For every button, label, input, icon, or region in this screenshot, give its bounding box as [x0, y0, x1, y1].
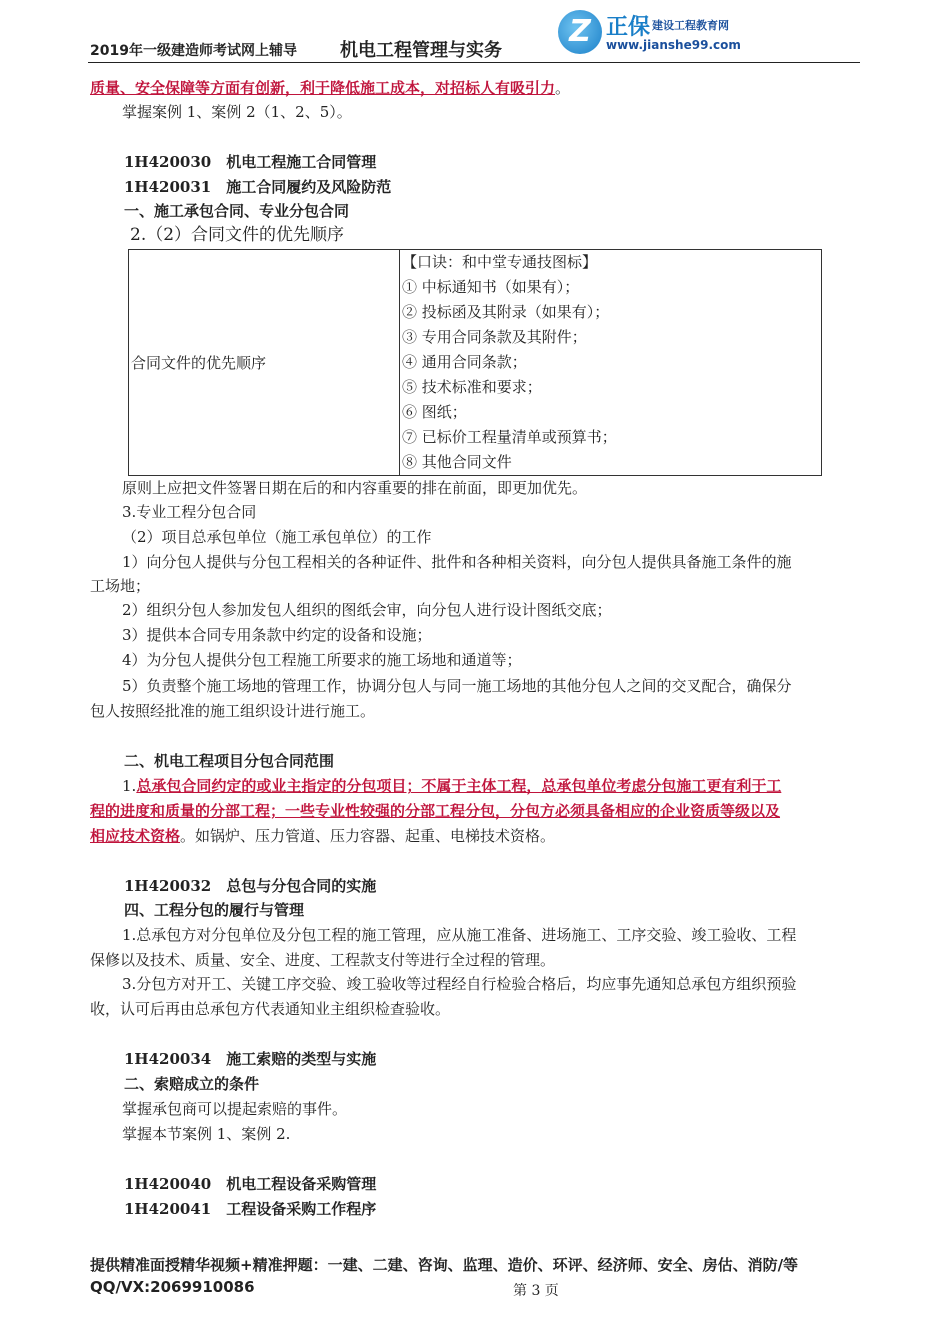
paragraph: [122, 774, 781, 798]
list-item: ⑦ 已标价工程量清单或预算书；: [402, 428, 617, 446]
table-list-cell: [400, 250, 822, 476]
paragraph: 原则上应把文件签署日期在后的和内容重要的排在前面，即更加优先。: [122, 479, 588, 497]
section-heading: 1H420034 施工索赔的类型与实施: [124, 1050, 377, 1068]
section-heading: 1H420041 工程设备采购工作程序: [124, 1200, 377, 1218]
paragraph: 掌握本节案例 1、案例 2.: [122, 1125, 291, 1143]
list-item: ③ 专用合同条款及其附件；: [402, 328, 587, 346]
logo-url: www.jianshe99.com: [606, 38, 741, 52]
highlight-text: 总承包合同约定的或业主指定的分包项目；不属于主体工程，总承包单位考虑分包施工更有利于工: [136, 777, 782, 795]
paragraph: 3.专业工程分包合同: [122, 503, 257, 521]
priority-table: [128, 249, 822, 476]
paragraph: 掌握案例 1、案例 2（1、2、5）。: [122, 103, 352, 121]
section-heading: 二、索赔成立的条件: [124, 1075, 260, 1093]
highlight-text: 质量、安全保障等方面有创新，利于降低施工成本，对招标人有吸引力: [90, 79, 556, 97]
paragraph: 1.总承包方对分包单位及分包工程的施工管理，应从施工准备、进场施工、工序交验、竣工验收、工程: [122, 926, 797, 944]
list-item: ⑧ 其他合同文件: [402, 453, 512, 471]
section-heading: 二、机电工程项目分包合同范围: [124, 752, 335, 770]
section-heading: 1H420032 总包与分包合同的实施: [124, 877, 377, 895]
highlight-text: 相应技术资格: [90, 827, 181, 845]
page-number: 第 3 页: [513, 1283, 559, 1299]
header-exam-title: 2019年一级建造师考试网上辅导: [90, 43, 297, 59]
paragraph: [90, 76, 570, 100]
list-item: ① 中标通知书（如果有）；: [402, 278, 580, 296]
list-item: ⑤ 技术标准和要求；: [402, 378, 542, 396]
logo-subtitle: 建设工程教育网: [652, 19, 729, 32]
section-heading: 1H420031 施工合同履约及风险防范: [124, 178, 392, 196]
paragraph: 工场地；: [90, 577, 151, 595]
footer-promo: 提供精准面授精华视频+精准押题：一建、二建、咨询、监理、造价、环评、经济师、安全、房估、消防/等: [90, 1256, 799, 1274]
footer-contact: QQ/VX:2069910086: [90, 1278, 255, 1296]
list-item: 【口诀：和中堂专通技图标】: [402, 253, 598, 271]
paragraph: [90, 824, 555, 848]
text: 。: [555, 79, 571, 97]
list-item: ② 投标函及其附录（如果有）；: [402, 303, 610, 321]
paragraph: 保修以及技术、质量、安全、进度、工程款支付等进行全过程的管理。: [90, 951, 556, 969]
paragraph: 5）负责整个施工场地的管理工作，协调分包人与同一施工场地的其他分包人之间的交叉配合，确保分: [122, 677, 792, 695]
header-subject-title: 机电工程管理与实务: [340, 40, 502, 61]
sub-heading: 2.（2）合同文件的优先顺序: [130, 225, 345, 245]
logo-name: 正保: [606, 15, 651, 40]
list-item: ⑥ 图纸；: [402, 403, 467, 421]
logo-letter: Z: [569, 14, 591, 49]
paragraph: 4）为分包人提供分包工程施工所要求的施工场地和通道等；: [122, 651, 522, 669]
section-heading: 1H420040 机电工程设备采购管理: [124, 1175, 377, 1193]
section-heading: 四、工程分包的履行与管理: [124, 901, 305, 919]
header-divider: [88, 62, 860, 63]
highlight-text: 程的进度和质量的分部工程；一些专业性较强的分部工程分包，分包方必须具备相应的企业资质等级以及: [90, 802, 781, 820]
paragraph: 3）提供本合同专用条款中约定的设备和设施；: [122, 626, 432, 644]
paragraph: 收，认可后再由总承包方代表通知业主组织检查验收。: [90, 1000, 451, 1018]
paragraph: 3.分包方对开工、关键工序交验、竣工验收等过程经自行检验合格后，均应事先通知总承包方组织预验: [122, 975, 797, 993]
section-heading: 1H420030 机电工程施工合同管理: [124, 153, 377, 171]
paragraph: 1）向分包人提供与分包工程相关的各种证件、批件和各种相关资料，向分包人提供具备施工条件的施: [122, 553, 792, 571]
paragraph: [90, 799, 780, 823]
text: 1.: [122, 777, 137, 795]
paragraph: 2）组织分包人参加发包人组织的图纸会审，向分包人进行设计图纸交底；: [122, 601, 612, 619]
section-heading: 一、施工承包合同、专业分包合同: [124, 202, 350, 220]
table-label-cell: 合同文件的优先顺序: [129, 250, 400, 476]
list-item: ④ 通用合同条款；: [402, 353, 527, 371]
paragraph: 掌握承包商可以提起索赔的事件。: [122, 1100, 348, 1118]
text: 。如锅炉、压力管道、压力容器、起重、电梯技术资格。: [180, 827, 556, 845]
paragraph: 包人按照经批准的施工组织设计进行施工。: [90, 702, 376, 720]
paragraph: （2）项目总承包单位（施工承包单位）的工作: [122, 528, 432, 546]
